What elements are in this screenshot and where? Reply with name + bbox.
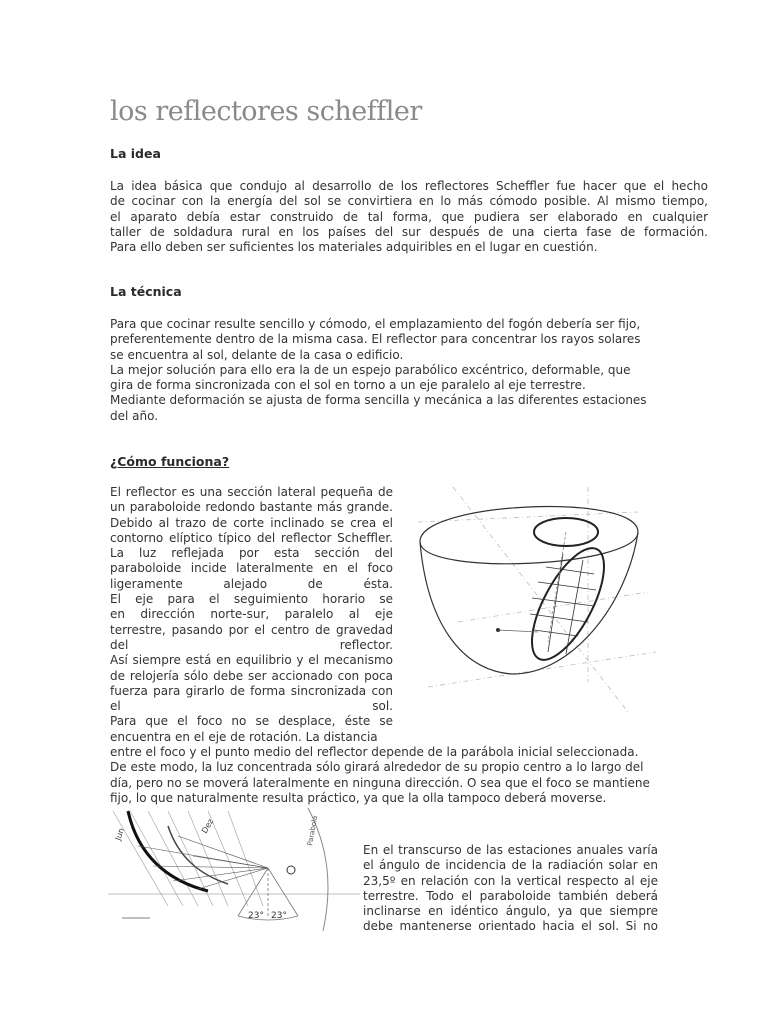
text-line: de cocinar con la energía del sol se convirtiera en lo más cómodo posible. Al mismo tiempo, xyxy=(110,194,708,209)
page-title: los reflectores scheffler xyxy=(110,96,422,127)
text-line: La idea básica que condujo al desarrollo de los reflectores Scheffler fue hacer que el hecho xyxy=(110,179,708,193)
paragraph-como-funciona-full xyxy=(110,745,708,806)
text-line: inclinarse en idéntico ángulo, ya que siempre xyxy=(363,904,658,919)
seasonal-angle-diagram xyxy=(108,806,360,936)
text-line: de relojería sólo debe ser accionado con poca xyxy=(110,668,393,683)
text-line: En el transcurso de las estaciones anuales varía xyxy=(363,843,658,857)
paragraph-la-idea xyxy=(110,179,708,255)
text-line: preferentemente dentro de la misma casa. El reflector para concentrar los rayos solares xyxy=(110,332,641,347)
text-line: el aparato debía estar construido de tal forma, que pudiera ser elaborado en cualquier xyxy=(110,209,708,224)
text-line: del año. xyxy=(110,408,159,423)
text-line: contorno elíptico típico del reflector Scheffler. xyxy=(110,530,393,545)
text-line: Para ello deben ser suficientes los materiales adquiribles en el lugar en cuestión. xyxy=(110,240,598,255)
text-line: en dirección norte-sur, paralelo al eje xyxy=(110,607,393,622)
text-line: encuentra en el eje de rotación. La distancia xyxy=(110,729,378,744)
text-line: del reflector. xyxy=(110,637,393,652)
text-line: terrestre. Todo el paraboloide también deberá xyxy=(363,888,658,903)
paraboloid-diagram xyxy=(398,482,660,727)
text-line: Para que el foco no se desplace, éste se xyxy=(110,714,393,729)
text-line: Para que cocinar resulte sencillo y cómodo, el emplazamiento del fogón debería ser fijo, xyxy=(110,317,641,331)
text-line: paraboloide incide lateralmente en el foco xyxy=(110,561,393,576)
text-line: se encuentra al sol, delante de la casa o edificio. xyxy=(110,347,404,362)
text-line: Mediante deformación se ajusta de forma sencilla y mecánica a las diferentes estaciones xyxy=(110,393,647,408)
text-line: día, pero no se moverá lateralmente en ninguna dirección. O sea que el foco se mantiene xyxy=(110,775,650,790)
text-line: el ángulo de incidencia de la radiación solar en xyxy=(363,858,658,873)
text-line: entre el foco y el punto medio del reflector depende de la parábola inicial seleccionada. xyxy=(110,745,639,759)
jun-label: Jun xyxy=(113,826,127,842)
text-line: El eje para el seguimiento horario se xyxy=(110,592,393,607)
text-line: ligeramente alejado de ésta. xyxy=(110,576,393,591)
text-line: fuerza para girarlo de forma sincronizada con xyxy=(110,683,393,698)
text-line: 23,5º en relación con la vertical respecto al eje xyxy=(363,873,658,888)
angle-left-label: 23° xyxy=(248,911,264,921)
text-line: El reflector es una sección lateral pequeña de xyxy=(110,485,393,499)
text-line: el sol. xyxy=(110,699,393,714)
dez-label: Dez xyxy=(199,817,216,835)
paragraph-la-tecnica xyxy=(110,317,708,424)
text-line: gira de forma sincronizada con el sol en torno a un eje paralelo al eje terrestre. xyxy=(110,378,586,393)
text-line: taller de soldadura rural en los países del sur después de una cierta fase de formación. xyxy=(110,224,708,239)
text-line: fijo, lo que naturalmente resulta práctico, ya que la olla tampoco deberá moverse. xyxy=(110,790,607,805)
text-line: De este modo, la luz concentrada sólo girará alrededor de su propio centro a lo largo del xyxy=(110,760,644,775)
text-line: terrestre, pasando por el centro de gravedad xyxy=(110,622,393,637)
text-line: Así siempre está en equilibrio y el mecanismo xyxy=(110,653,393,668)
parabola-label: Parabola xyxy=(306,815,320,847)
text-line: La mejor solución para ello era la de un espejo parabólico excéntrico, deformable, que xyxy=(110,362,631,377)
text-line: un paraboloide redondo bastante más grande. xyxy=(110,500,393,515)
paragraph-como-funciona-column xyxy=(110,485,393,745)
paragraph-estaciones xyxy=(363,843,658,935)
text-line: La luz reflejada por esta sección del xyxy=(110,546,393,561)
text-line: Debido al trazo de corte inclinado se crea el xyxy=(110,515,393,530)
heading-como-funciona: ¿Cómo funciona? xyxy=(110,454,230,469)
heading-la-tecnica: La técnica xyxy=(110,284,182,299)
text-line: debe mantenerse orientado hacia el sol. Si no xyxy=(363,919,658,934)
angle-right-label: 23° xyxy=(271,911,287,921)
heading-la-idea: La idea xyxy=(110,146,161,161)
